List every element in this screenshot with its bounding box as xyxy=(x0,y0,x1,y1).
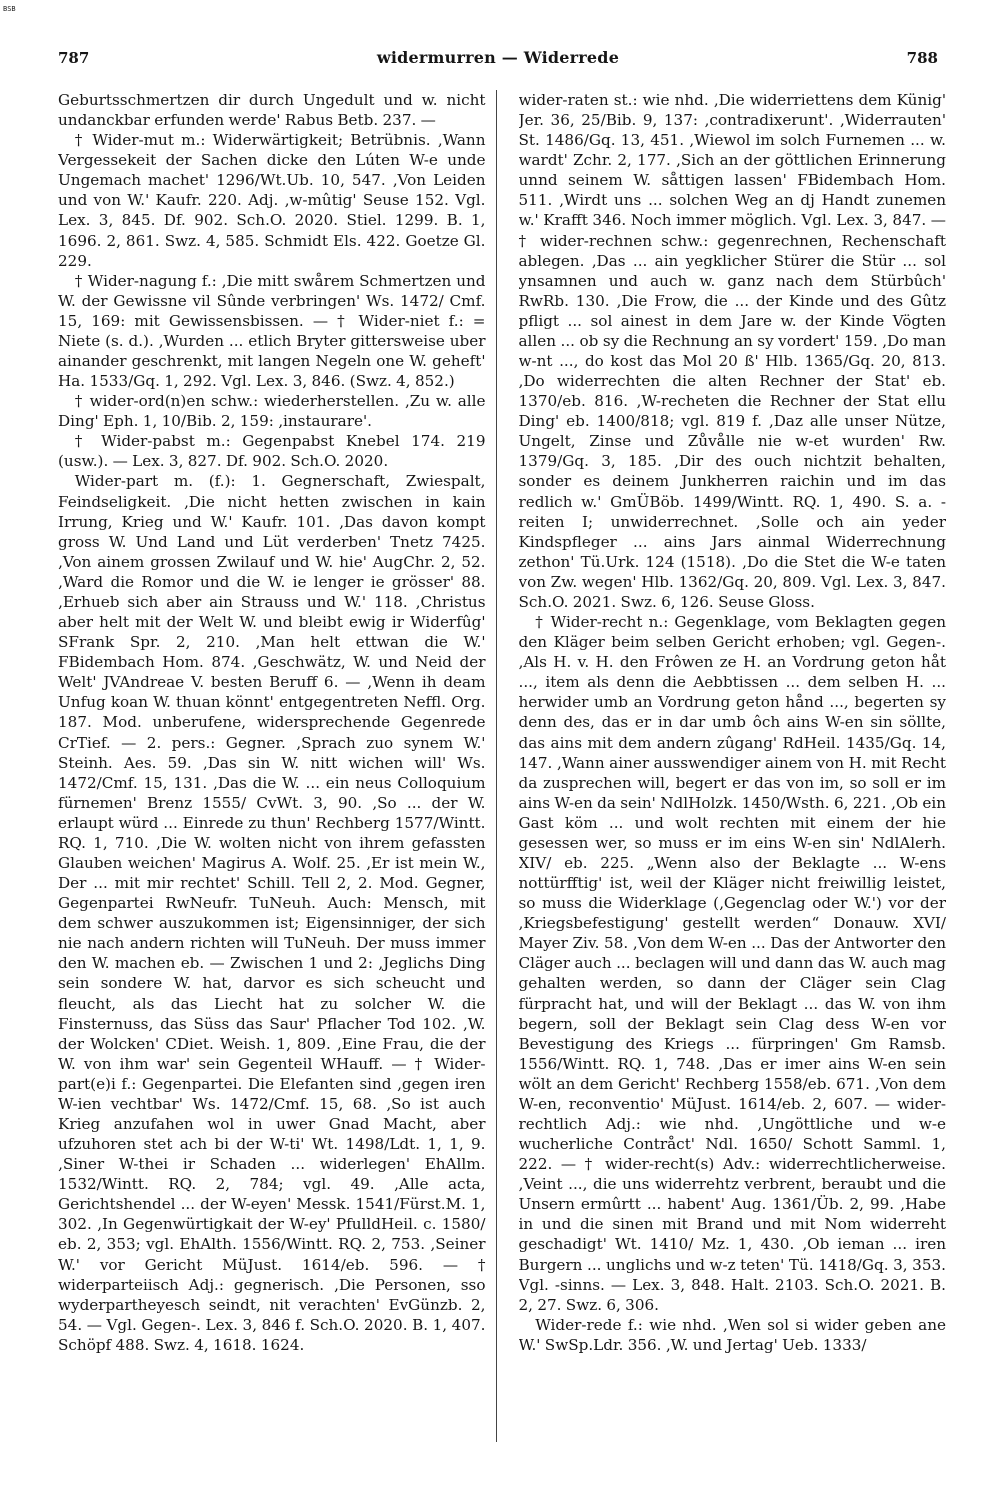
entry-paragraph: Geburtsschmertzen dir durch Ungedult und w. nicht undanckbar erfunden werde' Rabus Betb. 237. — xyxy=(58,91,486,130)
entry-paragraph: Wider-rede f.: wie nhd. ‚Wen sol si wider geben ane W.' SwSp.Ldr. 356. ‚W. und Jertag' Ueb. 1333/ xyxy=(518,1315,946,1354)
entry-paragraph: Wider-part m. (f.): 1. Gegnerschaft, Zwiespalt, Feindseligkeit. ‚Die nicht hetten zwischen in kain Irrung, Krieg und W.' Kaufr. 101. ‚Das davon kompt gross W. Und Land und Lüt verderben' Tnetz 7425. ‚Von ainem grossen Zwilauf und W. hie' AugChr. 2, 52. ‚Ward die Romor und die W. ie lenger ie grösser' 88. ‚Erhueb sich aber ain Strauss und W.' 118. ‚Christus aber helt mit der Welt W. und bleibt ewig ir Widerfûg' SFrank Spr. 2, 210. ‚Man helt ettwan die W.' FBidembach Hom. 874. ‚Geschwätz, W. und Neid der Welt' JVAndreae V. besten Beruff 6. — ‚Wenn ih deam Unfug koan W. thuan könnt' entgegentreten Neffl. Org. 187. Mod. unberufene, widersprechende Gegenrede CrTief. — 2. pers.: Gegner. ‚Sprach zuo synem W.' Steinh. Aes. 59. ‚Das sin W. nitt wichen will' Ws. 1472/Cmf. 15, 131. ‚Das die W. ... ein neus Colloquium fürnemen' Brenz 1555/ CvWt. 3, 90. ‚So ... der W. erlaupt würd ... Einrede zu thun' Rechberg 1577/Wintt. RQ. 1, 710. ‚Die W. wolten nicht von ihrem gefassten Glauben weichen' Magirus A. Wolf. 25. ‚Er ist mein W., Der ... mit mir rechtet' Schill. Tell 2, 2. Mod. Gegner, Gegenpartei RwNeufr. TuNeuh. Auch: Mensch, mit dem schwer auszukommen ist; Eigensinniger, der sich nie nach andern richten will TuNeuh. Der muss immer den W. machen eb. — Zwischen 1 und 2: ‚Jeglichs Ding sein sondere W. hat, darvor es sich scheucht und fleucht, als das Liecht hat zu solcher W. die Finsternuss, das Süss das Saur' Pflacher Tod 102. ‚W. der Wolcken' CDiet. Weish. 1, 809. ‚Eine Frau, die der W. von ihm war' sein Gegenteil WHauff. — † Wider-part(e)i f.: Gegenpartei. Die Elefanten sind ‚gegen iren W-ien vechtbar' Ws. 1472/Cmf. 15, 68. ‚So ist auch Krieg anzufahen wol in uwer Gnad Macht, aber ufzuhoren stet ach bi der W-ti' Wt. 1498/Ldt. 1, 1, 9. ‚Siner W-thei ir Schaden ... widerlegen' EhAllm. 1532/Wintt. RQ. 2, 784; vgl. 49. ‚Alle acta, Gerichtshendel ... der W-eyen' Messk. 1541/Fürst.M. 1, 302. ‚In Gegenwürtigkait der W-ey' PfulldHeil. c. 1580/ eb. 2, 353; vgl. EhAlth. 1556/Wintt. RQ. 2, 753. ‚Seiner W.' vor Gericht MüJust. 1614/eb. 596. — † widerparteiisch Adj.: gegnerisch. ‚Die Personen, sso wyderpartheyesch seindt, nit verachten' EvGünzb. 2, 54. — Vgl. Gegen-. Lex. 3, 846 f. Sch.O. 2020. B. 1, 407. Schöpf 488. Swz. 4, 1618. 1624. xyxy=(58,472,486,1354)
library-stamp: BSB xyxy=(3,5,16,13)
page-header xyxy=(58,48,938,74)
entry-paragraph: † Wider-mut m.: Widerwärtigkeit; Betrübnis. ‚Wann Vergessekeit der Sachen dicke den Lúten W-e unde Ungemach machet' 1296/Wt.Ub. 10, 547. ‚Von Leiden und von W.' Kaufr. 220. Adj. ‚w-mûtig' Seuse 152. Vgl. Lex. 3, 845. Df. 902. Sch.O. 2020. Stiel. 1299. B. 1, 1696. 2, 861. Swz. 4, 585. Schmidt Els. 422. Goetze Gl. 229. xyxy=(58,131,486,270)
left-column xyxy=(58,90,497,1442)
entry-paragraph: † Wider-pabst m.: Gegenpabst Knebel 174. 219 (usw.). — Lex. 3, 827. Df. 902. Sch.O. 2020. xyxy=(58,432,486,471)
entry-paragraph: † wider-ord(n)en schw.: wiederherstellen. ‚Zu w. alle Ding' Eph. 1, 10/Bib. 2, 159: ‚instaurare'. xyxy=(58,392,486,431)
entry-paragraph: † Wider-nagung f.: ‚Die mitt swårem Schmertzen und W. der Gewissne vil Sûnde verbringen' Ws. 1472/ Cmf. 15, 169: mit Gewissensbissen. — † Wider-niet f.: = Niete (s. d.). ‚Wurden ... etlich Bryter gittersweise uber ainander geschrenkt, mit langen Negeln one W. geheft' Ha. 1533/Gq. 1, 292. Vgl. Lex. 3, 846. (Swz. 4, 852.) xyxy=(58,271,486,391)
entry-paragraph: † Wider-recht n.: Gegenklage, vom Beklagten gegen den Kläger beim selben Gericht erhoben; vgl. Gegen-. ‚Als H. v. H. den Frôwen ze H. an Vordrung geton håt ..., item als denn die Aebbtissen ... dem selben H. ... herwider umb an Vordrung geton hånd ..., begerten sy denn des, das er in dar umb ôch ains W-en sin söllte, das ains mit dem andern zûgang' RdHeil. 1435/Gq. 14, 147. ‚Wann ainer ausswendiger ainem von H. mit Recht da zusprechen will, begert er das von im, so soll er im ains W-en da sein' NdlHolzk. 1450/Wsth. 6, 221. ‚Ob ein Gast köm ... und wolt rechten mit einem der hie gesessen wer, so muss er im eins W-en sin' NdlAlerh. XIV/ eb. 225. „Wenn also der Beklagte ... W-ens nottürfftig' ist, weil der Kläger nicht freiwillig leistet, so muss die Widerklage (‚Gegenclag oder W.') vor der ‚Kriegsbefestigung' gestellt werden“ Donauw. XVI/ Mayer Ziv. 58. ‚Von dem W-en ... Das der Antworter den Cläger auch ... beclagen will und dann das W. auch mag gehalten werden, so dann der Cläger sein Clag fürpracht hat, und will der Beklagt ... das W. von ihm begern, soll der Beklagt sein Clag dess W-en vor Bevestigung des Kriegs ... fürpringen' Gm Ramsb. 1556/Wintt. RQ. 1, 748. ‚Das er imer ains W-en sein wölt an dem Gericht' Rechberg 1558/eb. 671. ‚Von dem W-en, reconventio' MüJust. 1614/eb. 2, 607. — wider-rechtlich Adj.: wie nhd. ‚Ungöttliche und w-e wucherliche Contråct' Ndl. 1650/ Schott Samml. 1, 222. — † wider-recht(s) Adv.: widerrechtlicherweise. ‚Veint ..., die uns widerrehtz verbrent, beraubt und die Unsern ermûrtt ... habent' Aug. 1361/Üb. 2, 99. ‚Habe in und die sinen mit Brand und mit Nom widerreht geschadigt' Wt. 1410/ Mz. 1, 430. ‚Ob ieman ... iren Burgern ... unglichs und w-z teten' Tü. 1418/Gq. 3, 353. Vgl. -sinns. — Lex. 3, 848. Halt. 2103. Sch.O. 2021. B. 2, 27. Swz. 6, 306. xyxy=(518,613,946,1314)
entry-paragraph: wider-raten st.: wie nhd. ‚Die widerriettens dem Künig' Jer. 36, 25/Bib. 9, 137: ‚contradixerunt'. ‚Widerrauten' St. 1486/Gq. 13, 451. ‚Wiewol im solch Furnemen ... w. wardt' Zchr. 2, 177. ‚Sich an der göttlichen Erinnerung unnd seinem W. såttigen lassen' FBidembach Hom. 511. ‚Wirdt uns ... solchen Weg an dj Handt zunemen w.' Krafft 346. Noch immer möglich. Vgl. Lex. 3, 847. — † wider-rechnen schw.: gegenrechnen, Rechenschaft ablegen. ‚Das ... ain yegklicher Stürer die Stür ... sol ynsamnen und auch w. ganz nach dem Stürbûch' RwRb. 130. ‚Die Frow, die ... der Kinde und des Gûtz pfligt ... sol ainest in dem Jare w. der Kinde Vögten allen ... ob sy die Rechnung an sy vordert' 159. ‚Do man w-nt ..., do kost das Mol 20 ß' Hlb. 1365/Gq. 20, 813. ‚Do widerrechten die alten Rechner der Stat' eb. 1370/eb. 816. ‚W-recheten die Rechner der Stat ellu Ding' eb. 1400/818; vgl. 819 f. ‚Daz alle unser Nütze, Ungelt, Zinse und Zůvålle nie w-et wurden' Rw. 1379/Gq. 3, 185. ‚Dir des ouch nichtzit behalten, sonder es deinem Junkherren raichin und im das redlich w.' GmÜBöb. 1499/Wintt. RQ. 1, 490. S. a. -reiten I; unwiderrechnet. ‚Solle och ain yeder Kindspfleger ... ains Jars ainmal Widerrechnung zethon' Tü.Urk. 124 (1518). ‚Do die Stet die W-e taten von Zw. wegen' Hlb. 1362/Gq. 20, 809. Vgl. Lex. 3, 847. Sch.O. 2021. Swz. 6, 126. Seuse Gloss. xyxy=(518,91,946,611)
dictionary-columns xyxy=(58,90,946,1442)
right-column xyxy=(519,90,947,1442)
page-number-right: 788 xyxy=(906,49,938,67)
running-head: widermurren — Widerrede xyxy=(376,48,620,67)
page-number-left: 787 xyxy=(58,49,90,67)
